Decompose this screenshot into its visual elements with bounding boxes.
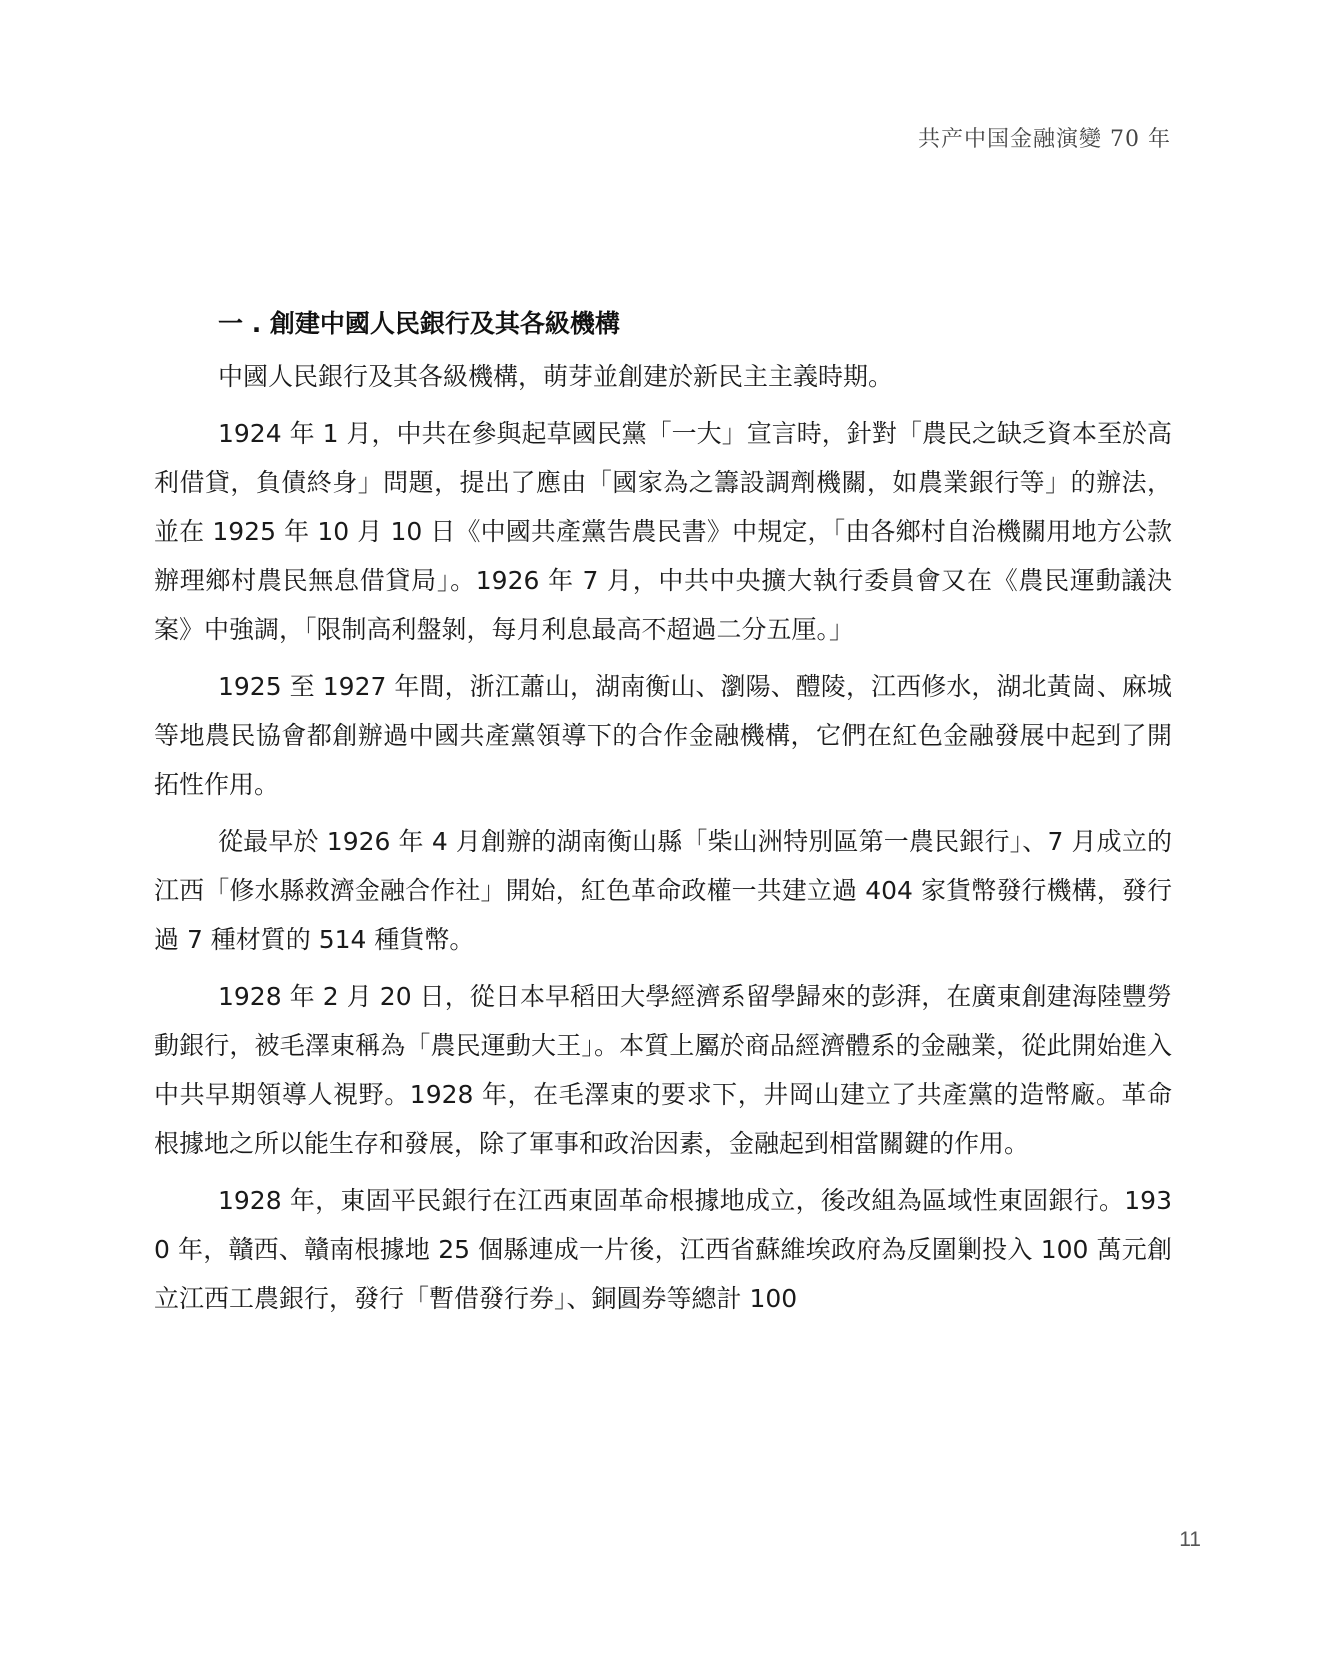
paragraph: 1928 年，東固平民銀行在江西東固革命根據地成立，後改組為區域性東固銀行。1930 年，贛西、贛南根據地 25 個縣連成一片後，江西省蘇維埃政府為反圍剿投入 100 萬元創立江西工農銀行，發行「暫借發行券」、銅圓券等總計 100 [154,1186,1172,1313]
paragraph: 1924 年 1 月，中共在參與起草國民黨「一大」宣言時，針對「農民之缺乏資本至於高利借貸，負債終身」問題，提出了應由「國家為之籌設調劑機關，如農業銀行等」的辦法，並在 1925 年 10 月 10 日《中國共產黨告農民書》中規定，「由各鄉村自治機關用地方公款辦理鄉村農民無息借貸局」。1926 年 7 月，中共中央擴大執行委員會又在《農民運動議決案》中強調，「限制高利盤剝，每月利息最高不超過二分五厘。」 [154,419,1172,644]
section-heading: 一 . 創建中國人民銀行及其各級機構 [218,309,620,338]
running-header: 共产中国金融演變 70 年 [918,127,1171,152]
paragraph: 1928 年 2 月 20 日，從日本早稻田大學經濟系留學歸來的彭湃，在廣東創建海陸豐勞動銀行，被毛澤東稱為「農民運動大王」。本質上屬於商品經濟體系的金融業，從此開始進入中共早期領導人視野。1928 年，在毛澤東的要求下，井岡山建立了共產黨的造幣廠。革命根據地之所以能生存和發展，除了軍事和政治因素，金融起到相當關鍵的作用。 [154,982,1172,1158]
paragraph: 從最早於 1926 年 4 月創辦的湖南衡山縣「柴山洲特別區第一農民銀行」、7 月成立的江西「修水縣救濟金融合作社」開始，紅色革命政權一共建立過 404 家貨幣發行機構，發行過 7 種材質的 514 種貨幣。 [154,827,1172,954]
page-number: 11 [1179,1528,1201,1551]
paragraph: 中國人民銀行及其各級機構，萌芽並創建於新民主主義時期。 [218,362,894,391]
body-text [154,304,1172,1323]
paragraph: 1925 至 1927 年間，浙江蕭山，湖南衡山、瀏陽、醴陵，江西修水，湖北黃崗、麻城等地農民協會都創辦過中國共產黨領導下的合作金融機構，它們在紅色金融發展中起到了開拓性作用。 [154,672,1172,799]
